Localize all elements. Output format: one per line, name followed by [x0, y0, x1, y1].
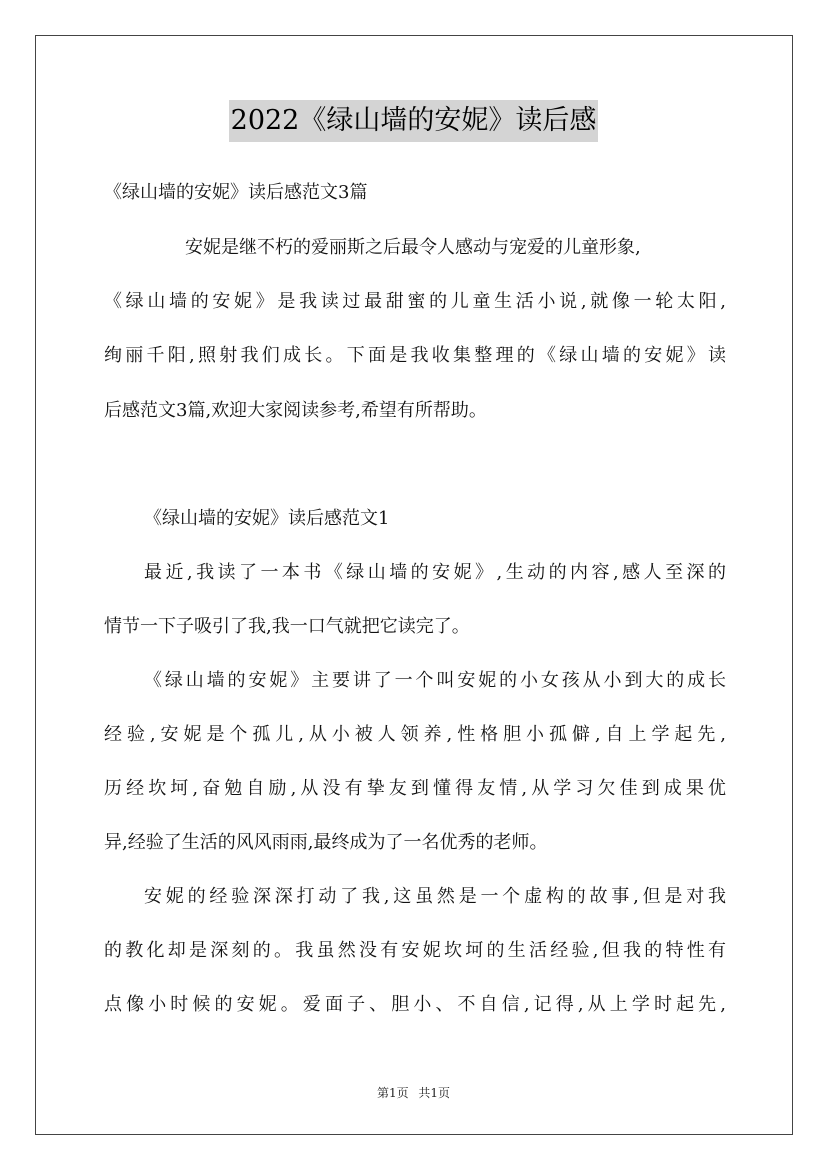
- paragraph-line: 历经坎坷,奋勉自励,从没有挚友到懂得友情,从学习欠佳到成果优: [104, 778, 726, 799]
- paragraph-line: 点像小时候的安妮。爱面子、胆小、不自信,记得,从上学时起先,: [104, 994, 726, 1015]
- intro-line: 绚丽千阳,照射我们成长。下面是我收集整理的《绿山墙的安妮》读: [104, 345, 726, 366]
- paragraph-line: 的教化却是深刻的。我虽然没有安妮坎坷的生活经验,但我的特性有: [104, 940, 726, 961]
- paragraph-line: 情节一下子吸引了我,我一口气就把它读完了。: [104, 616, 470, 637]
- paragraph-line: 《绿山墙的安妮》主要讲了一个叫安妮的小女孩从小到大的成长: [144, 670, 726, 691]
- document-title: 2022《绿山墙的安妮》读后感: [229, 100, 599, 142]
- paragraph-line: 最近,我读了一本书《绿山墙的安妮》,生动的内容,感人至深的: [144, 562, 726, 583]
- section-heading: 《绿山墙的安妮》读后感范文1: [144, 508, 390, 529]
- paragraph-line: 经验,安妮是个孤儿,从小被人领养,性格胆小孤僻,自上学起先,: [104, 724, 726, 745]
- intro-line: 后感范文3篇,欢迎大家阅读参考,希望有所帮助。: [104, 400, 487, 421]
- paragraph-line: 异,经验了生活的风风雨雨,最终成为了一名优秀的老师。: [104, 832, 548, 853]
- paragraph-line: 安妮的经验深深打动了我,这虽然是一个虚构的故事,但是对我: [144, 886, 726, 907]
- page-number: 第1页: [376, 1086, 409, 1100]
- intro-line: 安妮是继不朽的爱丽斯之后最令人感动与宠爱的儿童形象,: [185, 237, 641, 258]
- page-footer: [0, 1084, 827, 1101]
- page-total: 共1页: [418, 1086, 451, 1100]
- title-container: [0, 100, 827, 142]
- document-subtitle: 《绿山墙的安妮》读后感范文3篇: [104, 182, 368, 203]
- intro-line: 《绿山墙的安妮》是我读过最甜蜜的儿童生活小说,就像一轮太阳,: [104, 291, 726, 312]
